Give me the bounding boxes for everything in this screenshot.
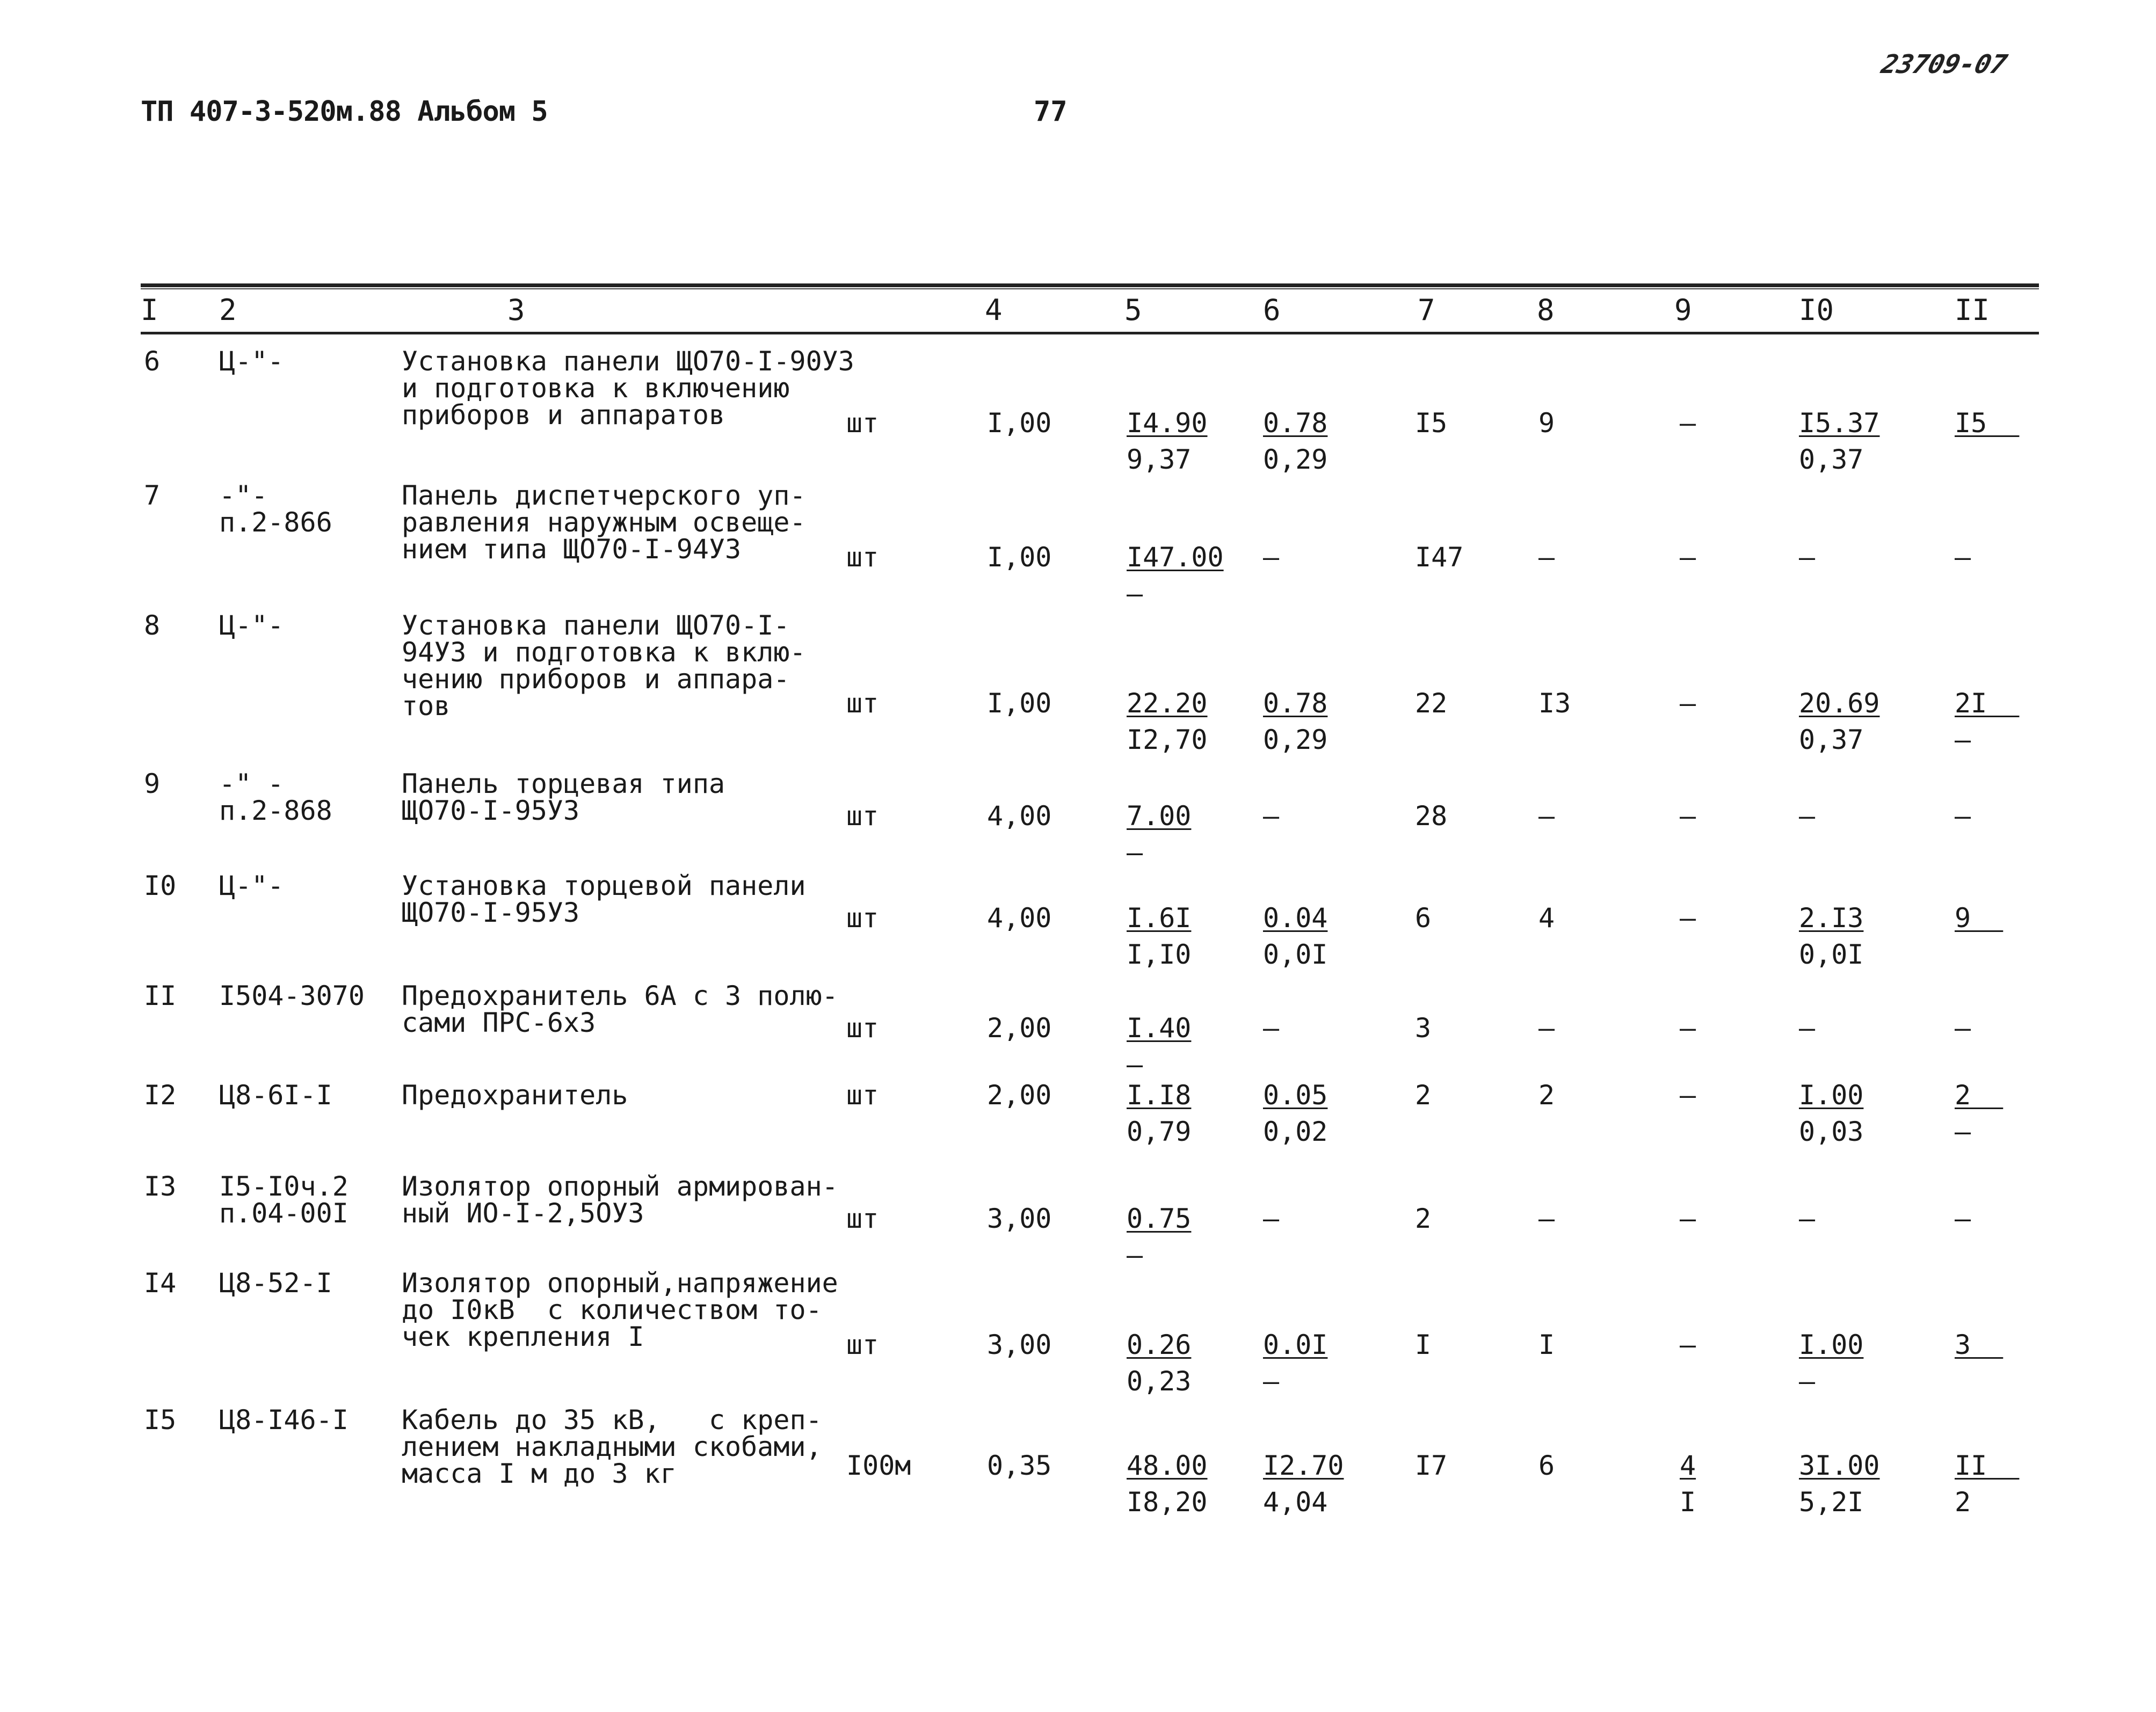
col5-sub-value: 0,79 xyxy=(1127,1116,1192,1147)
col9-value: – xyxy=(1680,407,1696,439)
col7-value: 3 xyxy=(1415,1012,1432,1044)
unit: шт xyxy=(846,902,879,934)
col5-value: I47.00 xyxy=(1127,542,1224,573)
col11-value: I5 xyxy=(1955,407,2020,439)
col6-value: 0.78 xyxy=(1263,407,1328,439)
col-header-9: 9 xyxy=(1674,293,1692,327)
unit: шт xyxy=(846,688,879,719)
col9-value: – xyxy=(1680,1329,1696,1360)
col6-sub-value: 0,02 xyxy=(1263,1116,1328,1147)
col6-value: – xyxy=(1263,800,1280,832)
quantity: I,00 xyxy=(987,688,1052,719)
col9-value: – xyxy=(1680,1203,1696,1234)
row-number: 9 xyxy=(144,768,161,799)
col6-sub-value: 0,0I xyxy=(1263,939,1328,970)
col10-value: 3I.00 xyxy=(1799,1450,1880,1481)
price-code: Ц-"- xyxy=(219,610,284,641)
col6-value: 0.04 xyxy=(1263,902,1328,934)
col10-value: – xyxy=(1799,1012,1816,1044)
col5-value: 48.00 xyxy=(1127,1450,1208,1481)
col7-value: 6 xyxy=(1415,902,1432,934)
col11-value: 2I xyxy=(1955,688,2020,719)
col11-value: 3 xyxy=(1955,1329,2003,1360)
quantity: 3,00 xyxy=(987,1329,1052,1360)
col7-value: 2 xyxy=(1415,1203,1432,1234)
col8-value: – xyxy=(1538,1012,1555,1044)
item-description: Предохранитель xyxy=(402,1080,628,1111)
unit: шт xyxy=(846,1203,879,1234)
price-code: I5-I0ч.2 п.04-00I xyxy=(219,1171,349,1229)
unit: I00м xyxy=(846,1450,911,1481)
col10-value: 2.I3 xyxy=(1799,902,1864,934)
unit: шт xyxy=(846,1080,879,1111)
price-code: Ц8-52-I xyxy=(219,1267,332,1299)
table-header-rule xyxy=(141,332,2039,334)
col10-value: – xyxy=(1799,542,1816,573)
item-description: Установка панели ЩО70-I- 94УЗ и подготовка к вклю- чению приборов и аппара- тов xyxy=(402,610,806,722)
col7-value: I xyxy=(1415,1329,1432,1360)
price-code: I504-3070 xyxy=(219,980,365,1011)
col5-sub-value: I2,70 xyxy=(1127,724,1208,755)
col6-value: 0.0I xyxy=(1263,1329,1328,1360)
col8-value: I3 xyxy=(1538,688,1571,719)
col9-value: – xyxy=(1680,688,1696,719)
price-code: Ц-"- xyxy=(219,870,284,901)
col-header-3: 3 xyxy=(507,293,525,327)
col8-value: 6 xyxy=(1538,1450,1555,1481)
col7-value: 2 xyxy=(1415,1080,1432,1111)
quantity: 0,35 xyxy=(987,1450,1052,1481)
col10-value: – xyxy=(1799,1203,1816,1234)
col5-value: I.40 xyxy=(1127,1012,1192,1044)
col11-value: – xyxy=(1955,1203,1971,1234)
col5-value: 22.20 xyxy=(1127,688,1208,719)
col5-sub-value: – xyxy=(1127,1240,1143,1271)
col9-value: – xyxy=(1680,542,1696,573)
col10-value: – xyxy=(1799,800,1816,832)
table-top-rule xyxy=(141,283,2039,287)
col5-sub-value: – xyxy=(1127,837,1143,868)
col-header-2: 2 xyxy=(219,293,237,327)
col11-value: II xyxy=(1955,1450,2020,1481)
col6-value: 0.78 xyxy=(1263,688,1328,719)
col10-value: I.00 xyxy=(1799,1329,1864,1360)
item-description: Изолятор опорный,напряжение до I0кВ с количеством то- чек крепления I xyxy=(402,1267,838,1352)
col11-value: 2 xyxy=(1955,1080,2003,1111)
col6-sub-value: 0,29 xyxy=(1263,444,1328,475)
unit: шт xyxy=(846,800,879,832)
col9-value: – xyxy=(1680,800,1696,832)
col5-sub-value: I8,20 xyxy=(1127,1487,1208,1518)
col10-sub-value: 0,0I xyxy=(1799,939,1864,970)
item-description: Предохранитель 6А с 3 полю- сами ПРС-6х3 xyxy=(402,980,838,1038)
col5-sub-value: 9,37 xyxy=(1127,444,1192,475)
col5-value: 0.75 xyxy=(1127,1203,1192,1234)
col10-sub-value: 0,37 xyxy=(1799,444,1864,475)
row-number: I5 xyxy=(144,1404,177,1436)
unit: шт xyxy=(846,542,879,573)
price-code: Ц-"- xyxy=(219,346,284,377)
col5-sub-value: – xyxy=(1127,1049,1143,1080)
unit: шт xyxy=(846,1012,879,1044)
unit: шт xyxy=(846,1329,879,1360)
col-header-5: 5 xyxy=(1124,293,1142,327)
col9-value: – xyxy=(1680,902,1696,934)
col6-value: I2.70 xyxy=(1263,1450,1344,1481)
col7-value: I47 xyxy=(1415,542,1464,573)
col-header-4: 4 xyxy=(985,293,1003,327)
document-code: ТП 407-3-520м.88 Альбом 5 xyxy=(141,96,548,128)
col5-value: 7.00 xyxy=(1127,800,1192,832)
col5-value: I.I8 xyxy=(1127,1080,1192,1111)
item-description: Панель торцевая типа ЩО70-I-95УЗ xyxy=(402,768,725,826)
col11-value: – xyxy=(1955,542,1971,573)
archive-stamp: 23709-07 xyxy=(1878,49,2010,79)
table-top-rule-thin xyxy=(141,288,2039,289)
col9-value: – xyxy=(1680,1012,1696,1044)
col-header-7: 7 xyxy=(1418,293,1435,327)
col11-value: – xyxy=(1955,1012,1971,1044)
col6-sub-value: – xyxy=(1263,1366,1280,1397)
quantity: 2,00 xyxy=(987,1080,1052,1111)
quantity: 4,00 xyxy=(987,800,1052,832)
col11-sub-value: 2 xyxy=(1955,1487,1971,1518)
col10-value: I.00 xyxy=(1799,1080,1864,1111)
col5-sub-value: I,I0 xyxy=(1127,939,1192,970)
col-header-8: 8 xyxy=(1537,293,1555,327)
quantity: I,00 xyxy=(987,542,1052,573)
col11-value: 9 xyxy=(1955,902,2003,934)
col10-sub-value: 5,2I xyxy=(1799,1487,1864,1518)
col7-value: 22 xyxy=(1415,688,1448,719)
col7-value: 28 xyxy=(1415,800,1448,832)
col-header-10: I0 xyxy=(1799,293,1834,327)
col5-sub-value: – xyxy=(1127,578,1143,609)
col8-value: 4 xyxy=(1538,902,1555,934)
col5-value: I4.90 xyxy=(1127,407,1208,439)
quantity: I,00 xyxy=(987,407,1052,439)
col11-sub-value: – xyxy=(1955,724,1971,755)
row-number: 7 xyxy=(144,480,161,511)
col9-sub-value: I xyxy=(1680,1487,1696,1518)
row-number: 8 xyxy=(144,610,161,641)
row-number: I0 xyxy=(144,870,177,901)
col6-sub-value: 0,29 xyxy=(1263,724,1328,755)
row-number: 6 xyxy=(144,346,161,377)
row-number: II xyxy=(144,980,177,1011)
item-description: Установка панели ЩО70-I-90УЗ и подготовка к включению приборов и аппаратов xyxy=(402,346,854,431)
quantity: 2,00 xyxy=(987,1012,1052,1044)
col6-value: 0.05 xyxy=(1263,1080,1328,1111)
col8-value: – xyxy=(1538,1203,1555,1234)
col8-value: – xyxy=(1538,800,1555,832)
col5-value: I.6I xyxy=(1127,902,1192,934)
col9-value: – xyxy=(1680,1080,1696,1111)
col10-value: I5.37 xyxy=(1799,407,1880,439)
col6-value: – xyxy=(1263,1012,1280,1044)
col7-value: I7 xyxy=(1415,1450,1448,1481)
quantity: 4,00 xyxy=(987,902,1052,934)
col-header-1: I xyxy=(141,293,158,327)
col-header-6: 6 xyxy=(1263,293,1281,327)
col8-value: – xyxy=(1538,542,1555,573)
col8-value: I xyxy=(1538,1329,1555,1360)
price-code: -" - п.2-868 xyxy=(219,768,332,826)
col10-sub-value: 0,03 xyxy=(1799,1116,1864,1147)
col-header-11: II xyxy=(1955,293,1990,327)
item-description: Панель диспетчерского уп- равления наружным освеще- нием типа ЩО70-I-94УЗ xyxy=(402,480,806,565)
col10-sub-value: – xyxy=(1799,1366,1816,1397)
col6-value: – xyxy=(1263,1203,1280,1234)
price-code: -"- п.2-866 xyxy=(219,480,332,538)
col7-value: I5 xyxy=(1415,407,1448,439)
price-code: Ц8-I46-I xyxy=(219,1404,349,1436)
row-number: I4 xyxy=(144,1267,177,1299)
item-description: Изолятор опорный армирован- ный ИО-I-2,5ОУЗ xyxy=(402,1171,838,1229)
col8-value: 2 xyxy=(1538,1080,1555,1111)
item-description: Установка торцевой панели ЩО70-I-95УЗ xyxy=(402,870,806,928)
col11-sub-value: – xyxy=(1955,1116,1971,1147)
item-description: Кабель до 35 кВ, с креп- лением накладными скобами, масса I м до 3 кг xyxy=(402,1404,822,1489)
col5-value: 0.26 xyxy=(1127,1329,1192,1360)
col5-sub-value: 0,23 xyxy=(1127,1366,1192,1397)
col9-value: 4 xyxy=(1680,1450,1696,1481)
unit: шт xyxy=(846,407,879,439)
col10-sub-value: 0,37 xyxy=(1799,724,1864,755)
col10-value: 20.69 xyxy=(1799,688,1880,719)
row-number: I3 xyxy=(144,1171,177,1202)
row-number: I2 xyxy=(144,1080,177,1111)
quantity: 3,00 xyxy=(987,1203,1052,1234)
price-code: Ц8-6I-I xyxy=(219,1080,332,1111)
col11-value: – xyxy=(1955,800,1971,832)
col6-value: – xyxy=(1263,542,1280,573)
page-number: 77 xyxy=(1034,96,1068,128)
col8-value: 9 xyxy=(1538,407,1555,439)
col6-sub-value: 4,04 xyxy=(1263,1487,1328,1518)
